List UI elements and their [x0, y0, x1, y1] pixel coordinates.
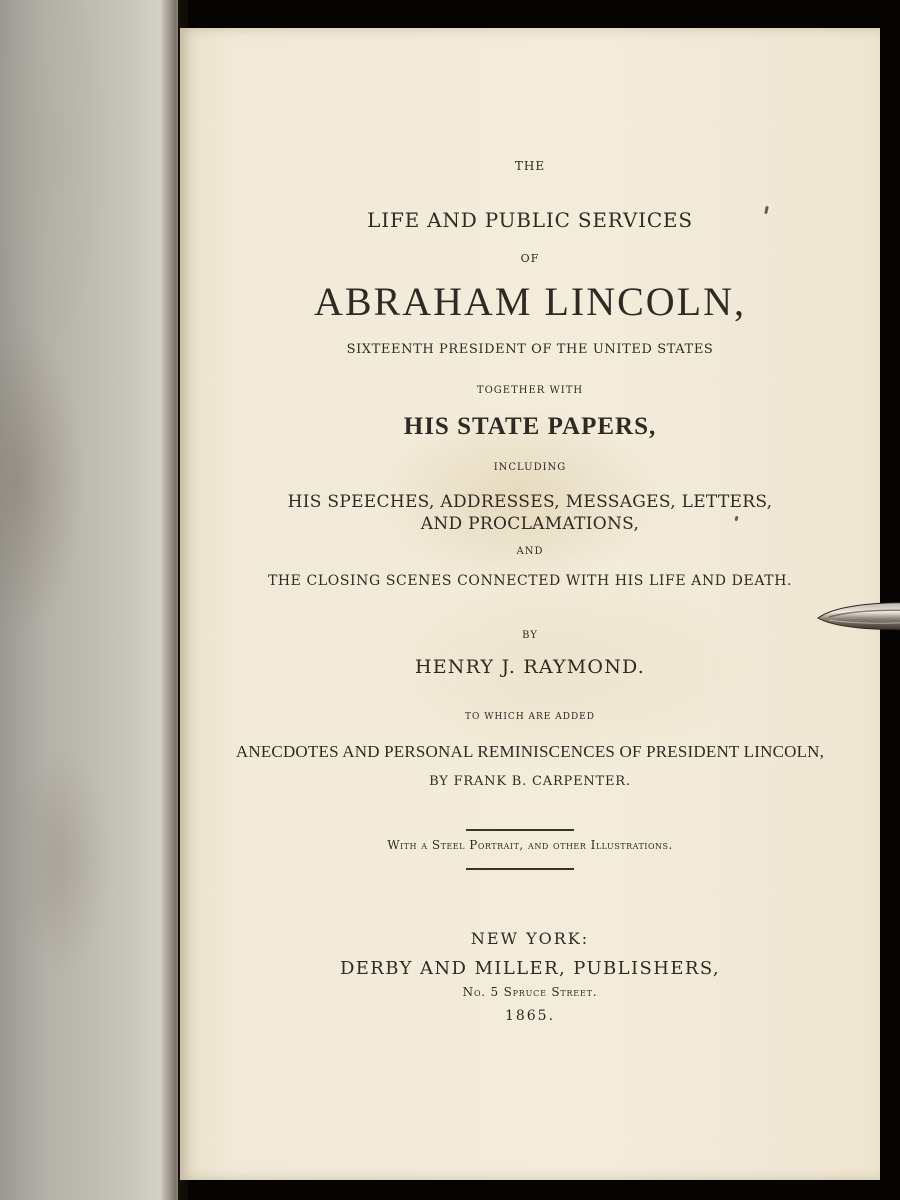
- subject-name: ABRAHAM LINCOLN,: [314, 279, 746, 324]
- author-name: HENRY J. RAYMOND.: [414, 656, 646, 678]
- contents-line-2: AND PROCLAMATIONS,: [420, 514, 640, 534]
- title-page: [180, 28, 880, 1180]
- rule-bottom-divider: [466, 868, 574, 870]
- illustrations-note: With a Steel Portrait, and other Illustrations.: [387, 838, 673, 852]
- closing-scenes-line: THE CLOSING SCENES CONNECTED WITH HIS LIFE AND DEATH.: [267, 573, 793, 589]
- imprint-address: No. 5 Spruce Street.: [462, 985, 598, 999]
- title-heading: LIFE AND PUBLIC SERVICES: [367, 208, 693, 232]
- contents-line-1: HIS SPEECHES, ADDRESSES, MESSAGES, LETTERS,: [287, 492, 773, 512]
- by-label: BY: [522, 630, 538, 641]
- imprint-year: 1865.: [504, 1008, 556, 1024]
- added-label: TO WHICH ARE ADDED: [465, 712, 595, 722]
- metal-page-marker-icon: [815, 597, 900, 637]
- anecdotes-line: ANECDOTES AND PERSONAL REMINISCENCES OF PRESIDENT LINCOLN,: [235, 742, 825, 761]
- title-article: THE: [514, 159, 546, 173]
- rule-top-divider: [466, 829, 574, 831]
- state-papers-heading: HIS STATE PAPERS,: [403, 413, 657, 440]
- subject-title: SIXTEENTH PRESIDENT OF THE UNITED STATES: [346, 342, 714, 357]
- title-of: OF: [520, 252, 540, 265]
- imprint-publisher: DERBY AND MILLER, PUBLISHERS,: [339, 958, 721, 979]
- including-label: INCLUDING: [493, 462, 567, 473]
- title-page-text: [180, 28, 880, 1180]
- and-label: AND: [516, 546, 544, 557]
- anecdotes-author: BY FRANK B. CARPENTER.: [429, 774, 631, 789]
- imprint-city: NEW YORK:: [470, 929, 590, 948]
- facing-blank-leaf: [0, 0, 178, 1200]
- together-with: TOGETHER WITH: [476, 385, 584, 396]
